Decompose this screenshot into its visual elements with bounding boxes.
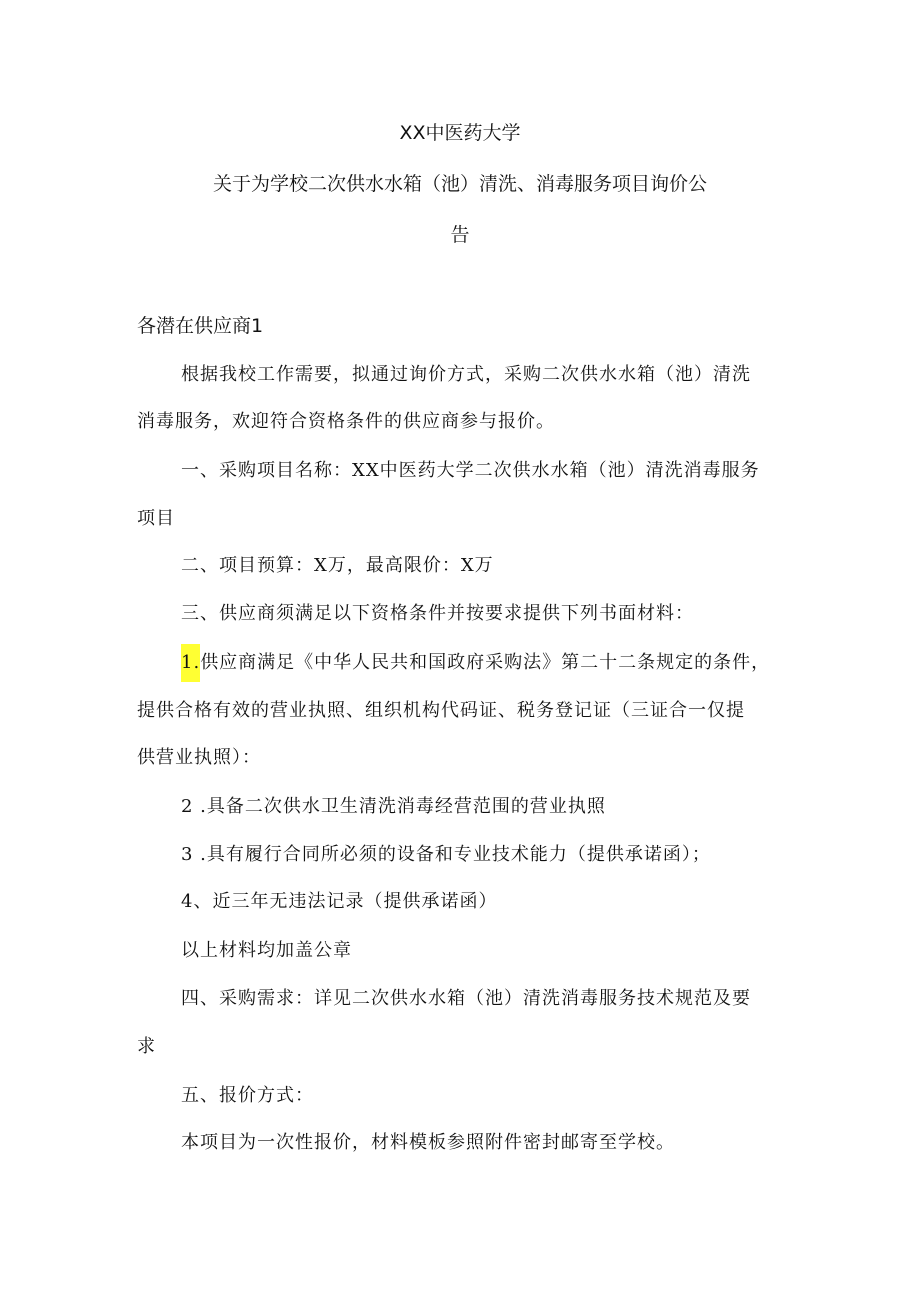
section2-budget: 二、项目预算：X万，最高限价：X万 xyxy=(181,555,494,576)
section3-item2: 2 .具备二次供水卫生清洗消毒经营范围的营业执照 xyxy=(181,796,606,817)
item1-text: 供应商满足《中华人民共和国政府采购法》第二十二条规定的条件， xyxy=(200,652,771,673)
section5-text: 本项目为一次性报价，材料模板参照附件密封邮寄至学校。 xyxy=(181,1132,675,1153)
section4-line-2: 求 xyxy=(137,1036,156,1057)
section3-item3: 3 .具有履行合同所必须的设备和专业技术能力（提供承诺函）； xyxy=(181,844,711,865)
section1-line-2: 项目 xyxy=(137,508,175,529)
section3-note: 以上材料均加盖公章 xyxy=(181,940,352,961)
title-university: XX中医药大学 xyxy=(399,122,521,144)
section3-heading: 三、供应商须满足以下资格条件并按要求提供下列书面材料： xyxy=(181,603,694,624)
intro-line-1: 根据我校工作需要，拟通过询价方式，采购二次供水水箱（池）清洗 xyxy=(181,364,751,385)
section3-item4: 4、近三年无违法记录（提供承诺函） xyxy=(181,891,498,912)
section3-item1-line-2: 提供合格有效的营业执照、组织机构代码证、税务登记证（三证合一仅提 xyxy=(137,700,745,721)
title-subject: 关于为学校二次供水水箱（池）清洗、消毒服务项目询价公 xyxy=(212,173,707,195)
salutation: 各潜在供应商1 xyxy=(137,315,264,337)
section3-item1-line-1 xyxy=(181,654,770,672)
title-subject-end: 告 xyxy=(450,224,470,246)
section3-item1-line-3: 供营业执照）： xyxy=(137,747,261,768)
intro-line-2: 消毒服务，欢迎符合资格条件的供应商参与报价。 xyxy=(137,411,555,432)
item1-number-highlight: 1. xyxy=(181,644,200,682)
section4-line-1: 四、采购需求：详见二次供水水箱（池）清洗消毒服务技术规范及要 xyxy=(181,988,751,1009)
section1-line-1: 一、采购项目名称：XX中医药大学二次供水水箱（池）清洗消毒服务 xyxy=(181,460,760,481)
section5-heading: 五、报价方式： xyxy=(181,1085,314,1106)
